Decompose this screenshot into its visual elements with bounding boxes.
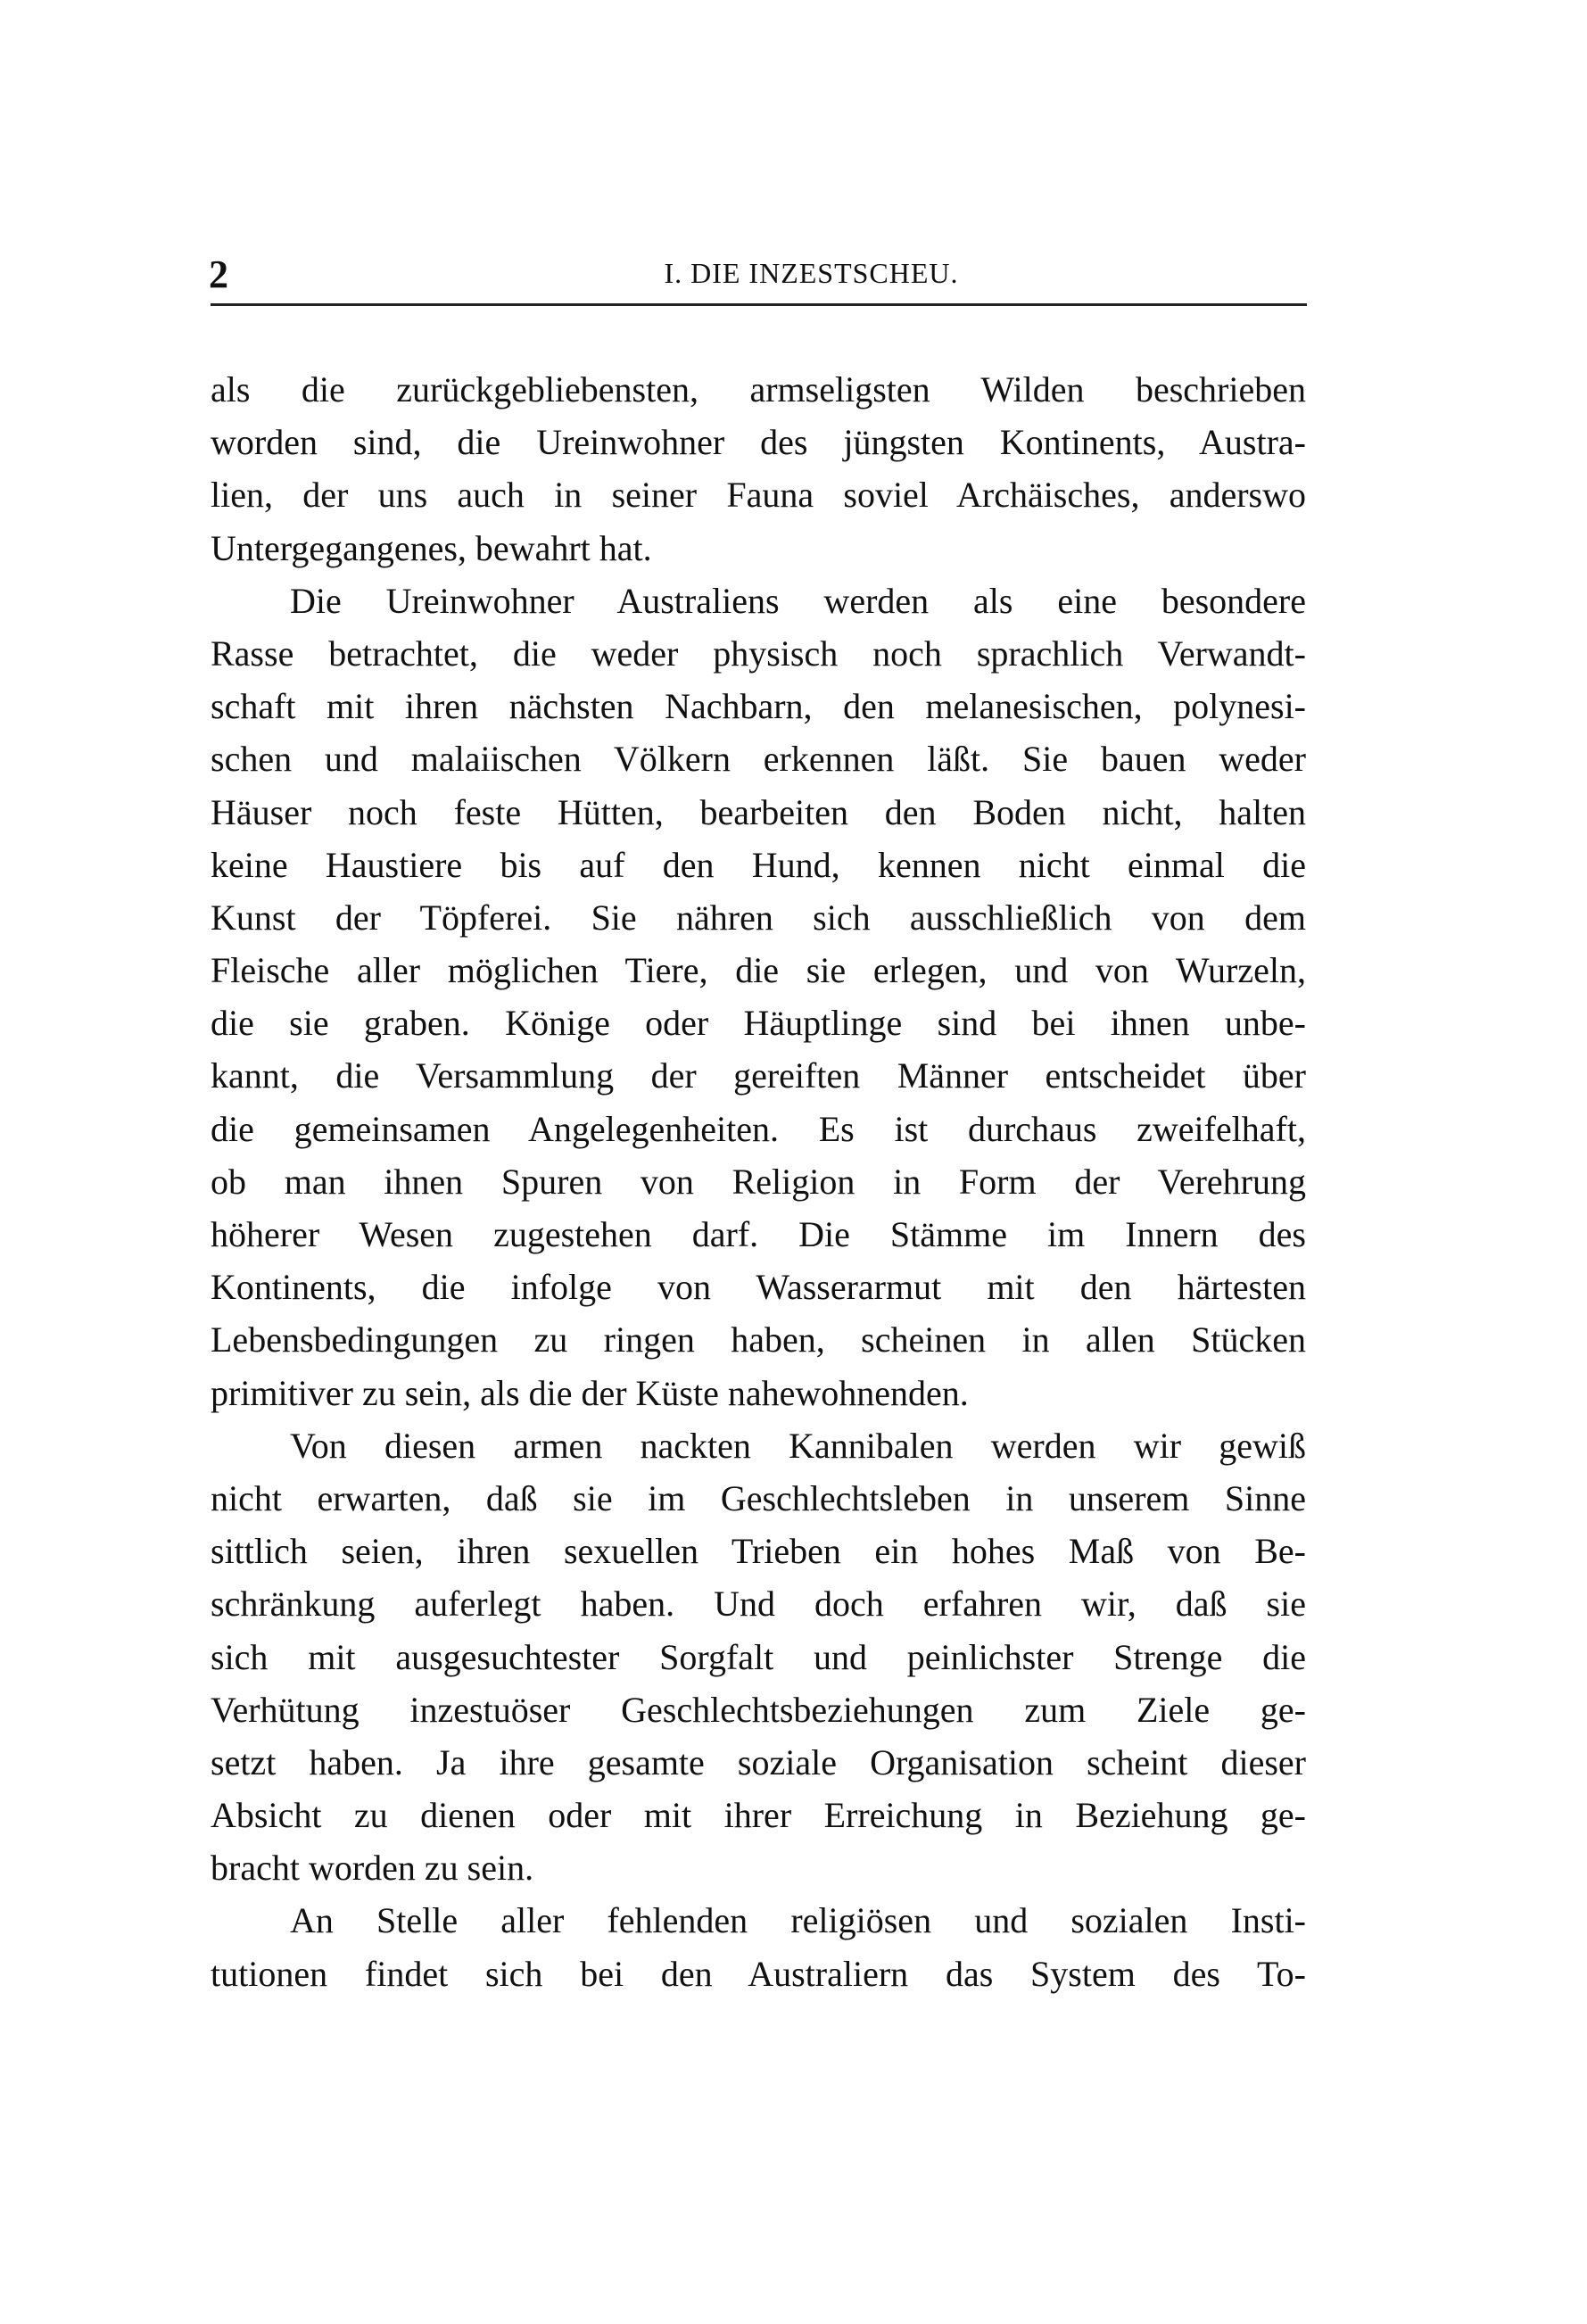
text-line: höherer Wesen zugestehen darf. Die Stämme im Innern des [211, 1214, 1306, 1254]
text-line: Verhütung inzestuöser Geschlechtsbeziehungen zum Ziele ge- [211, 1689, 1306, 1730]
text-line: Fleische aller möglichen Tiere, die sie erlegen, und von Wurzeln, [211, 950, 1306, 991]
text-line: schränkung auferlegt haben. Und doch erfahren wir, daß sie [211, 1584, 1306, 1625]
text-line: nicht erwarten, daß sie im Geschlechtsleben in unserem Sinne [211, 1477, 1306, 1518]
text-line: keine Haustiere bis auf den Hund, kennen nicht einmal die [211, 844, 1306, 885]
text-line: die gemeinsamen Angelegenheiten. Es ist durchaus zweifelhaft, [211, 1108, 1306, 1149]
text-line: die sie graben. Könige oder Häuptlinge sind bei ihnen unbe- [211, 1003, 1306, 1044]
text-line: primitiver zu sein, als die der Küste nahewohnenden. [211, 1372, 969, 1413]
running-title: I. DIE INZESTSCHEU. [664, 257, 959, 289]
header-rule [211, 303, 1307, 306]
text-line: worden sind, die Ureinwohner des jüngsten Kontinents, Austra- [211, 422, 1306, 463]
text-line: Kunst der Töpferei. Sie nähren sich ausschließlich von dem [211, 897, 1306, 938]
text-line: Rasse betrachtet, die weder physisch noch sprachlich Verwandt- [211, 633, 1306, 674]
text-line: ob man ihnen Spuren von Religion in Form der Verehrung [211, 1161, 1306, 1202]
text-line: sich mit ausgesuchtester Sorgfalt und peinlichster Strenge die [211, 1636, 1306, 1677]
text-line: lien, der uns auch in seiner Fauna soviel Archäisches, anderswo [211, 475, 1306, 516]
body-text [211, 363, 1306, 2000]
text-line: Absicht zu dienen oder mit ihrer Erreichung in Beziehung ge- [211, 1795, 1306, 1836]
text-line: Kontinents, die infolge von Wasserarmut mit den härtesten [211, 1267, 1306, 1308]
text-line: tutionen findet sich bei den Australiern das System des To- [211, 1953, 1306, 1994]
text-line: Von diesen armen nackten Kannibalen werden wir gewiß [290, 1425, 1306, 1466]
text-line: schaft mit ihren nächsten Nachbarn, den melanesischen, polynesi- [211, 686, 1306, 727]
text-line: sittlich seien, ihren sexuellen Trieben ein hohes Maß von Be- [211, 1531, 1306, 1572]
text-line: schen und malaiischen Völkern erkennen läßt. Sie bauen weder [211, 739, 1306, 780]
text-line: An Stelle aller fehlenden religiösen und sozialen Insti- [290, 1900, 1306, 1941]
text-line: Lebensbedingungen zu ringen haben, scheinen in allen Stücken [211, 1319, 1306, 1360]
text-line: kannt, die Versammlung der gereiften Männer entscheidet über [211, 1055, 1306, 1096]
text-line: Die Ureinwohner Australiens werden als eine besondere [290, 580, 1306, 621]
text-line: Untergegangenes, bewahrt hat. [211, 527, 652, 568]
text-line: bracht worden zu sein. [211, 1848, 534, 1889]
text-line: setzt haben. Ja ihre gesamte soziale Organisation scheint dieser [211, 1741, 1306, 1782]
page-number: 2 [209, 252, 228, 296]
text-line: als die zurückgebliebensten, armseligsten Wilden beschrieben [211, 369, 1306, 409]
text-line: Häuser noch feste Hütten, bearbeiten den Boden nicht, halten [211, 791, 1306, 832]
